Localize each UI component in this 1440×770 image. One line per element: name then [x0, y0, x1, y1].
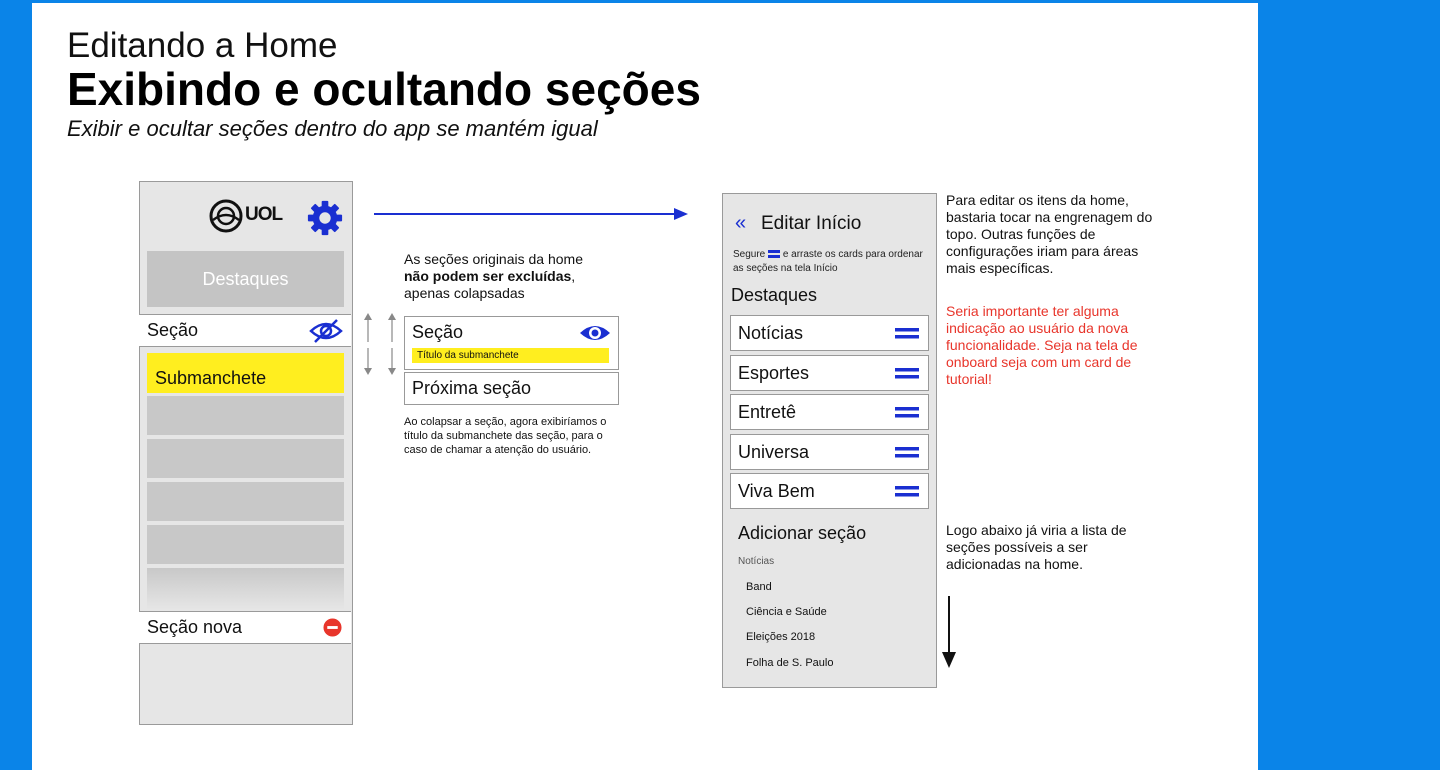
- uol-logo-text: UOL: [245, 204, 283, 225]
- section-card-label: Viva Bem: [738, 481, 815, 501]
- collapsed-section-card[interactable]: [404, 316, 619, 370]
- slide-title: Editando a Home: [67, 26, 338, 65]
- eye-icon[interactable]: [579, 322, 611, 344]
- drag-handle-icon: [768, 250, 780, 258]
- suggestion-item[interactable]: Band: [746, 581, 772, 593]
- flow-arrow-icon: [374, 206, 690, 222]
- sub-headline-block[interactable]: Submanchete: [147, 353, 344, 393]
- section-card-label: Universa: [738, 442, 810, 462]
- section-card[interactable]: [730, 394, 929, 430]
- slide-subtitle: Exibir e ocultar seções dentro do app se mantém igual: [67, 116, 598, 141]
- note-collapse-behavior: Ao colapsar a seção, agora exibiríamos o título da submanchete das seção, para o caso de chamar a atenção do usuário.: [404, 416, 607, 456]
- content-placeholder-fade: [147, 568, 344, 610]
- content-placeholder: [147, 482, 344, 521]
- double-chevron-left-icon[interactable]: «: [735, 212, 747, 234]
- drag-handle-icon[interactable]: [895, 328, 919, 340]
- featured-heading: Destaques: [731, 285, 818, 305]
- edit-screen-title: Editar Início: [761, 213, 862, 234]
- section-card[interactable]: [730, 473, 929, 509]
- note-sections-cannot-delete: As seções originais da home não podem ser excluídas, apenas colapsadas: [404, 251, 583, 301]
- section-row[interactable]: [139, 314, 351, 347]
- drag-hint: Segure e arraste os cards para ordenar as seções na tela Início: [733, 249, 923, 274]
- remove-icon[interactable]: [323, 618, 342, 637]
- new-section-label: Seção nova: [147, 617, 243, 637]
- drag-handle-icon[interactable]: [895, 486, 919, 498]
- eye-off-icon[interactable]: [309, 318, 343, 344]
- gear-icon[interactable]: [306, 199, 344, 237]
- next-section-label: Próxima seção: [412, 378, 532, 398]
- drag-handle-icon[interactable]: [895, 368, 919, 380]
- suggestion-item[interactable]: Folha de S. Paulo: [746, 657, 834, 669]
- arrow-down-icon: [939, 596, 959, 670]
- section-card[interactable]: [730, 434, 929, 470]
- note-onboarding: Seria importante ter alguma indicação ao usuário da nova funcionalidade. Seja na tela de onboard seja com um card de tutorial!: [946, 303, 1138, 387]
- content-placeholder: [147, 525, 344, 564]
- drag-handle-icon[interactable]: [895, 407, 919, 419]
- suggestion-item[interactable]: Eleições 2018: [746, 631, 816, 643]
- drag-handle-icon[interactable]: [895, 447, 919, 459]
- section-row-label: Seção: [147, 320, 199, 340]
- new-section-row[interactable]: [139, 611, 351, 644]
- content-placeholder: [147, 396, 344, 435]
- add-section-heading: Adicionar seção: [738, 523, 867, 543]
- note-edit-gear: Para editar os itens da home, bastaria tocar na engrenagem do topo. Outras funções de configurações iriam para áreas mais específicas.: [946, 192, 1153, 276]
- suggestion-item[interactable]: Ciência e Saúde: [746, 606, 827, 618]
- section-card[interactable]: [730, 355, 929, 391]
- reorder-arrows-icon: [361, 312, 397, 376]
- next-section-card[interactable]: [404, 372, 619, 405]
- note-add-list: Logo abaixo já viria a lista de seções possíveis a ser adicionadas na home.: [946, 522, 1127, 572]
- section-card-label: Notícias: [738, 323, 804, 343]
- section-card-label: Entretê: [738, 402, 797, 422]
- collapsed-section-label: Seção: [412, 322, 464, 342]
- collapsed-section-subtitle: Título da submanchete: [412, 348, 609, 363]
- section-card[interactable]: [730, 315, 929, 351]
- featured-block[interactable]: Destaques: [147, 251, 344, 307]
- add-category-label: Notícias: [738, 556, 775, 567]
- section-card-label: Esportes: [738, 363, 810, 383]
- content-placeholder: [147, 439, 344, 478]
- slide-heading: Exibindo e ocultando seções: [67, 63, 701, 115]
- uol-globe-icon: [208, 198, 244, 234]
